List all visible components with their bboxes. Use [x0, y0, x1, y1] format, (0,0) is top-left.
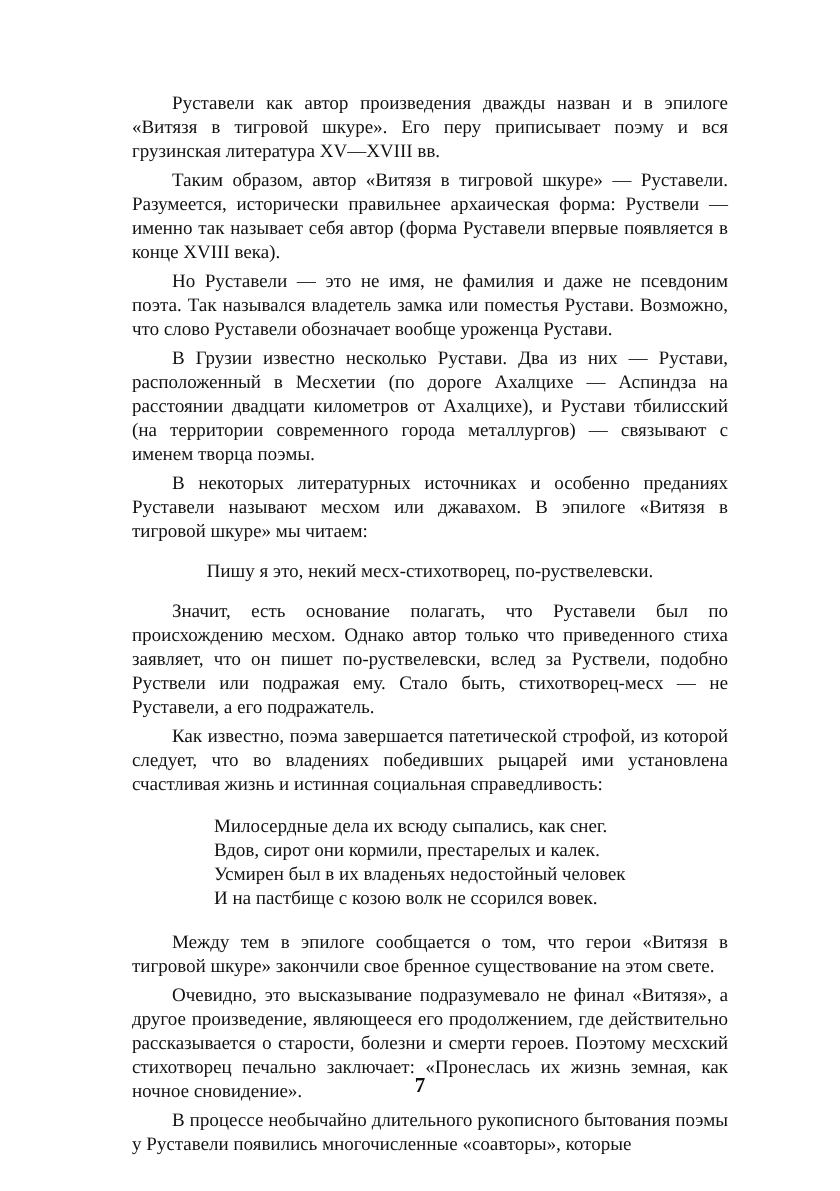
paragraph-not-a-name: Но Руставели — это не имя, не фамилия и даже не псевдоним поэта. Так назывался владетель замка или поместья Рустави. Возможно, что слово Руставели обозначает вообще уроженца Рустави. [132, 271, 728, 340]
verse-line: Усмирен был в их владеньях недостойный человек [214, 864, 626, 885]
page-body [132, 92, 728, 1162]
paragraph-final-stanza: Как известно, поэма завершается патетической строфой, из которой следует, что во владениях победивших рыцарей ими установлена счастливая жизнь и истинная социальная справедливость: [132, 726, 728, 795]
page-number: 7 [414, 1073, 426, 1097]
verse-line: И на пастбище с козою волк не ссорился вовек. [214, 888, 598, 909]
paragraph-epilogue-author: Руставели как автор произведения дважды назван и в эпилоге «Витязя в тигровой шкуре». Его перу приписывает поэму и вся грузинская литература XV—XVIII вв. [132, 93, 728, 162]
paragraph-meskh-legend: В некоторых литературных источниках и особенно преданиях Руставели называют месхом или джавахом. В эпилоге «Витязя в тигровой шкуре» мы читаем: [132, 473, 728, 542]
verse-stanza [214, 815, 728, 911]
verse-line: Милосердные дела их всюду сыпались, как снег. [214, 816, 608, 837]
paragraph-coauthors: В процессе необычайно длительного рукописного бытования поэмы у Руставели появились многочисленные «соавторы», которые [132, 1110, 728, 1155]
paragraph-meskh-origin: Значит, есть основание полагать, что Руставели был по происхождению месхом. Однако автор только что приведенного стиха заявляет, что он пишет по-руствелевски, вслед за Руствели, подобно Руствели или подражая ему. Стало быть, стихотворец-месх — не Руставели, а его подражатель. [132, 601, 728, 718]
paragraph-author-name: Таким образом, автор «Витязя в тигровой шкуре» — Руставели. Разумеется, исторически правильнее архаическая форма: Руствели — именно так называет себя автор (форма Руставели впервые появляется в конце XVIII века). [132, 170, 728, 263]
verse-line: Вдов, сирот они кормили, престарелых и калек. [214, 840, 600, 861]
epilogue-quote: Пишу я это, некий месх-стихотворец, по-руствелевски. [206, 561, 654, 582]
paragraph-heroes-end: Между тем в эпилоге сообщается о том, что герои «Витязя в тигровой шкуре» закончили свое бренное существование на этом свете. [132, 932, 728, 977]
paragraph-continuation: Очевидно, это высказывание подразумевало не финал «Витязя», а другое произведение, являющееся его продолжением, где действительно рассказывается о старости, болезни и смерти героев. Поэтому месхский стихотворец печально заключает: «Пронеслась их жизнь земная, как ночное сновидение». [132, 985, 728, 1102]
paragraph-rustavi-places: В Грузии известно несколько Рустави. Два из них — Рустави, расположенный в Месхетии (по дороге Ахалцихе — Аспиндза на расстоянии двадцати километров от Ахалцихе), и Рустави тбилисский (на территории современного города металлургов) — связывают с именем творца поэмы. [132, 348, 728, 465]
